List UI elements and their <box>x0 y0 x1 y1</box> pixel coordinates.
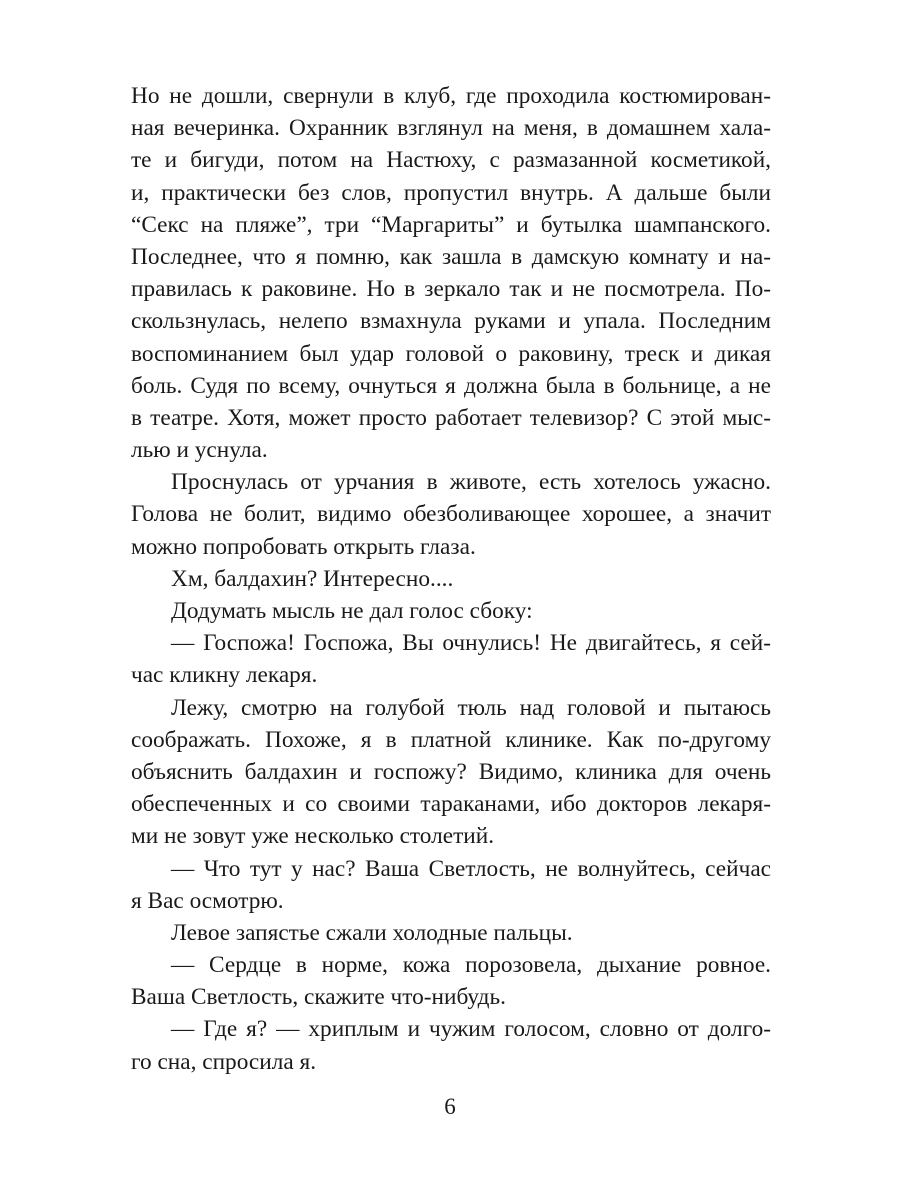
text-line: воспоминанием был удар головой о раковину, треск и дикая <box>131 340 771 367</box>
text-line: — Где я? — хриплым и чужим голосом, словно от долго- <box>171 1016 771 1043</box>
text-line: Хм, балдахин? Интересно.... <box>171 565 454 592</box>
text-line: и, практически без слов, пропустил внутрь. А дальше были <box>131 179 771 206</box>
text-line: Ваша Светлость, скажите что-нибудь. <box>131 984 506 1011</box>
text-line: в театре. Хотя, может просто работает телевизор? С этой мыс- <box>131 404 771 431</box>
body-text <box>131 80 771 1078</box>
text-line: ная вечеринка. Охранник взглянул на меня, в домашнем хала- <box>131 115 771 142</box>
paragraph <box>131 627 771 691</box>
text-line: час кликну лекаря. <box>131 662 318 689</box>
paragraph <box>131 917 771 949</box>
text-line: го сна, спросила я. <box>131 1048 317 1075</box>
paragraph <box>131 692 771 853</box>
paragraph <box>131 1013 771 1077</box>
paragraph <box>131 949 771 1013</box>
text-line: боль. Судя по всему, очнуться я должна была в больнице, а не <box>131 372 771 399</box>
text-line: Последнее, что я помню, как зашла в дамскую комнату и на- <box>131 243 771 270</box>
paragraph <box>131 595 771 627</box>
paragraph <box>131 466 771 563</box>
text-line: обеспеченных и со своими тараканами, ибо докторов лекаря- <box>131 791 771 818</box>
text-line: Додумать мысль не дал голос сбоку: <box>171 598 533 624</box>
text-line: я Вас осмотрю. <box>131 887 284 914</box>
text-line: Но не дошли, свернули в клуб, где проходила костюмирован- <box>131 83 771 109</box>
text-line: правилась к раковине. Но в зеркало так и не посмотрела. По- <box>131 276 771 303</box>
paragraph <box>131 853 771 917</box>
text-line: — Сердце в норме, кожа порозовела, дыхание ровное. <box>171 952 771 979</box>
text-line: ми не зовут уже несколько столетий. <box>131 823 495 850</box>
text-line: объяснить балдахин и госпожу? Видимо, клиника для очень <box>131 758 771 785</box>
page-number: 6 <box>444 1094 456 1119</box>
text-line: можно попробовать открыть глаза. <box>131 533 476 560</box>
text-line: — Что тут у нас? Ваша Светлость, не волнуйтесь, сейчас <box>171 855 771 882</box>
text-line: соображать. Похоже, я в платной клинике. Как по-другому <box>131 726 771 753</box>
text-line: Левое запястье сжали холодные пальцы. <box>171 919 573 946</box>
text-line: “Секс на пляже”, три “Маргариты” и бутылка шампанского. <box>131 211 771 238</box>
text-line: те и бигуди, потом на Настюху, с размазанной косметикой, <box>131 147 771 174</box>
text-line: Проснулась от урчания в животе, есть хотелось ужасно. <box>171 469 771 496</box>
text-line: лью и уснула. <box>131 437 268 464</box>
text-line: Лежу, смотрю на голубой тюль над головой и пытаюсь <box>171 694 771 721</box>
paragraph <box>131 563 771 595</box>
text-line: Голова не болит, видимо обезболивающее хорошее, а значит <box>131 501 771 528</box>
paragraph <box>131 80 771 466</box>
text-line: скользнулась, нелепо взмахнула руками и упала. Последним <box>131 308 771 335</box>
text-line: — Госпожа! Госпожа, Вы очнулись! Не двигайтесь, я сей- <box>171 630 771 657</box>
